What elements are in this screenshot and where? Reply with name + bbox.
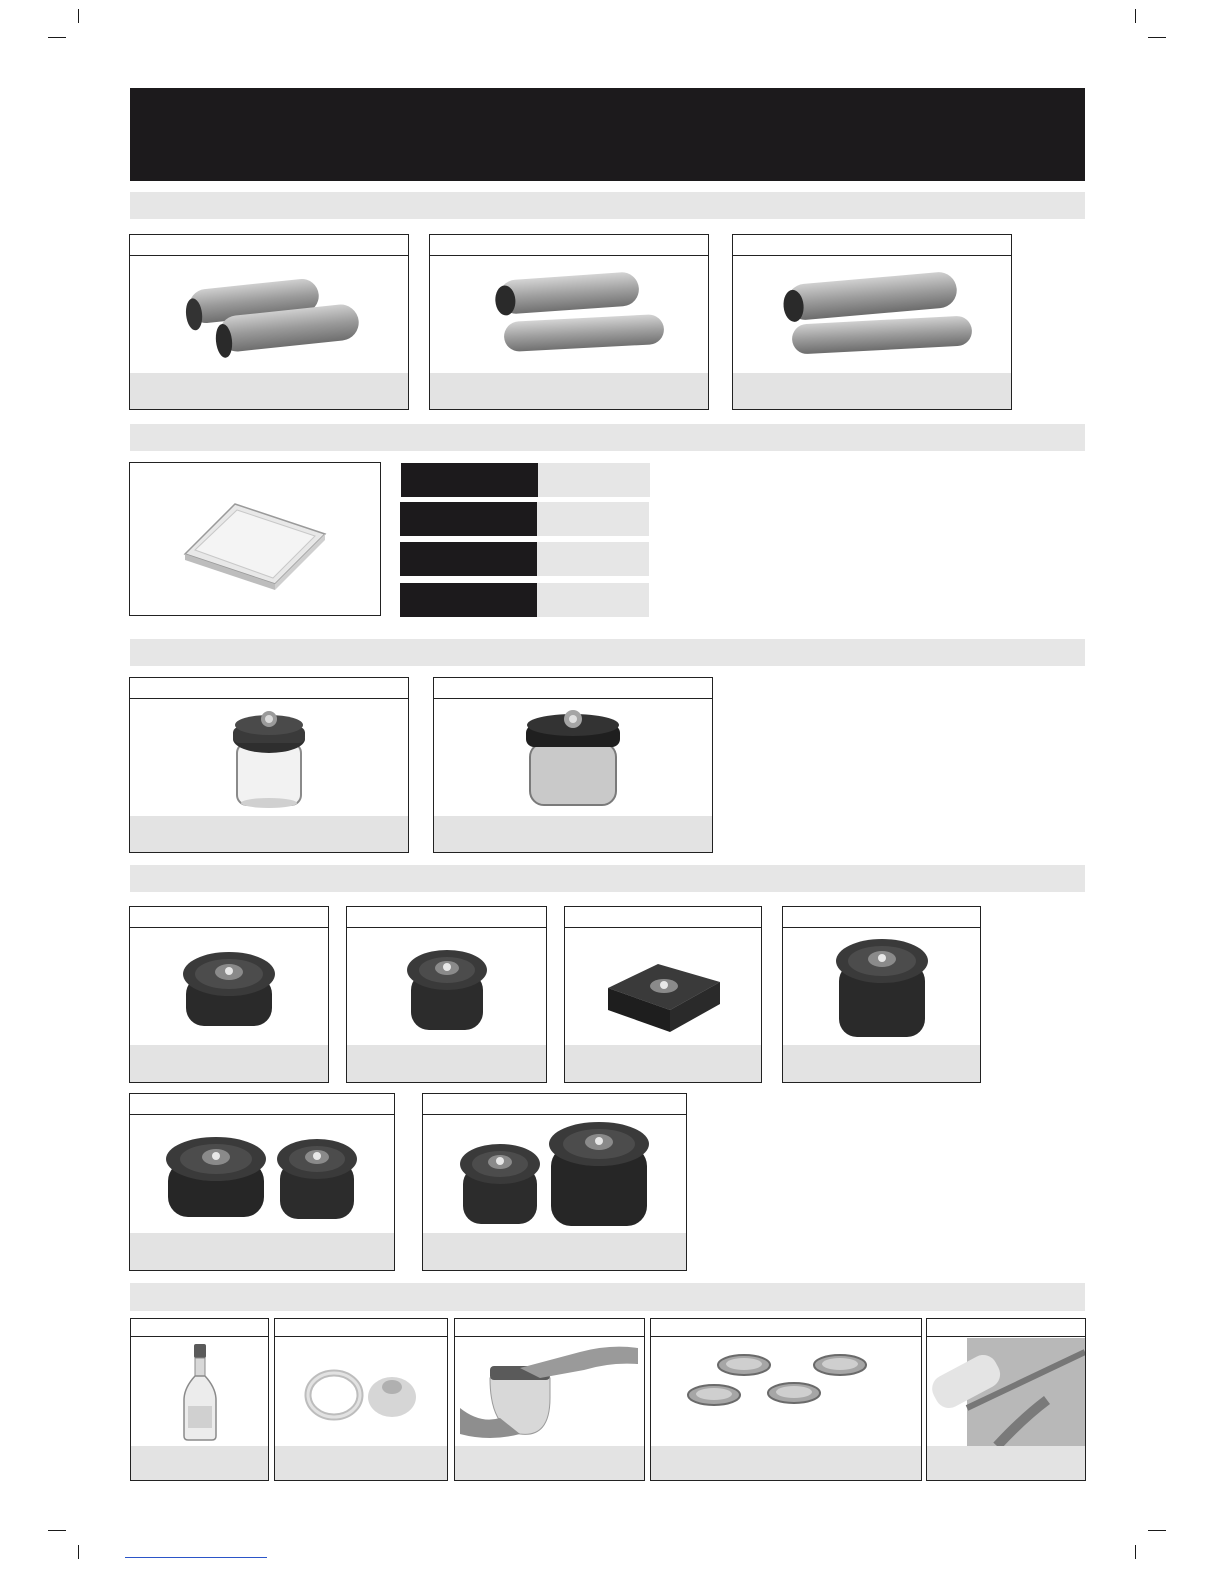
mason-jar-lids-icon <box>651 1338 921 1446</box>
product-card[interactable] <box>782 906 981 1083</box>
spec-value <box>538 463 650 497</box>
spec-value <box>537 583 649 617</box>
product-title <box>347 907 546 928</box>
product-card[interactable] <box>274 1318 448 1481</box>
section-band-rolls <box>130 192 1085 219</box>
product-card[interactable] <box>130 1318 269 1481</box>
product-caption <box>565 1045 761 1082</box>
spec-row <box>400 583 649 617</box>
product-title <box>927 1319 1085 1337</box>
product-card[interactable] <box>926 1318 1086 1481</box>
section-band-bags <box>130 424 1085 451</box>
product-caption <box>131 1446 268 1480</box>
seal-rings-icon <box>275 1338 447 1446</box>
product-title <box>423 1094 686 1115</box>
spec-label <box>400 583 537 617</box>
vacuum-roll-pair-icon <box>130 257 408 371</box>
product-caption <box>130 816 408 852</box>
bag-cutter-icon <box>927 1338 1085 1446</box>
product-caption <box>783 1045 980 1082</box>
section-band-jars <box>130 639 1085 666</box>
product-card[interactable] <box>346 906 547 1083</box>
product-title <box>130 907 328 928</box>
crop-mark <box>1135 9 1136 23</box>
crop-mark <box>1148 1530 1166 1531</box>
crop-mark <box>1135 1545 1136 1559</box>
spec-label <box>400 502 537 536</box>
bottle-stopper-icon <box>131 1338 268 1446</box>
glass-vacuum-jar-icon <box>434 700 712 816</box>
product-card[interactable] <box>429 234 709 410</box>
square-container-icon <box>565 929 761 1046</box>
product-caption <box>455 1446 644 1480</box>
product-title <box>565 907 761 928</box>
product-caption <box>130 1233 394 1270</box>
round-container-icon <box>130 929 328 1046</box>
spec-row <box>401 463 650 497</box>
product-caption <box>733 373 1011 409</box>
product-title <box>783 907 980 928</box>
product-caption <box>927 1446 1085 1480</box>
product-title <box>130 1094 394 1115</box>
product-card[interactable] <box>422 1093 687 1271</box>
spec-row <box>400 542 649 576</box>
product-caption <box>347 1045 546 1082</box>
spec-row <box>400 502 649 536</box>
crop-mark <box>48 1530 66 1531</box>
jar-lid-opener-icon <box>455 1338 644 1446</box>
product-title <box>130 235 408 256</box>
spec-label <box>401 463 538 497</box>
product-caption <box>130 373 408 409</box>
footer-link-underline[interactable] <box>125 1557 267 1558</box>
page-header <box>130 88 1085 181</box>
container-set-icon <box>130 1116 394 1234</box>
product-title <box>275 1319 447 1337</box>
spec-label <box>400 542 537 576</box>
crop-mark <box>78 9 79 23</box>
vacuum-bag-stack-icon <box>130 463 380 615</box>
product-card[interactable] <box>129 677 409 853</box>
vacuum-roll-pair-icon <box>733 257 1011 371</box>
product-title <box>430 235 708 256</box>
product-caption <box>423 1233 686 1270</box>
section-band-containers <box>130 865 1085 892</box>
product-card[interactable] <box>564 906 762 1083</box>
container-set-icon <box>423 1116 686 1234</box>
product-card[interactable] <box>129 1093 395 1271</box>
product-card[interactable] <box>454 1318 645 1481</box>
crop-mark <box>78 1545 79 1559</box>
product-card[interactable] <box>129 906 329 1083</box>
product-card[interactable] <box>433 677 713 853</box>
product-card[interactable] <box>732 234 1012 410</box>
product-caption <box>651 1446 921 1480</box>
product-title <box>651 1319 921 1337</box>
tall-container-icon <box>783 929 980 1046</box>
product-title <box>733 235 1011 256</box>
crop-mark <box>1148 37 1166 38</box>
product-card[interactable] <box>129 234 409 410</box>
vacuum-roll-pair-icon <box>430 257 708 371</box>
product-card-bags[interactable] <box>129 462 381 616</box>
crop-mark <box>48 37 66 38</box>
section-band-accessories <box>130 1283 1085 1311</box>
product-title <box>130 678 408 699</box>
round-container-icon <box>347 929 546 1046</box>
product-title <box>131 1319 268 1337</box>
product-caption <box>434 816 712 852</box>
product-title <box>434 678 712 699</box>
spec-value <box>537 502 649 536</box>
product-caption <box>275 1446 447 1480</box>
spec-value <box>537 542 649 576</box>
product-caption <box>430 373 708 409</box>
product-card[interactable] <box>650 1318 922 1481</box>
product-caption <box>130 1045 328 1082</box>
product-title <box>455 1319 644 1337</box>
glass-vacuum-jar-icon <box>130 700 408 816</box>
